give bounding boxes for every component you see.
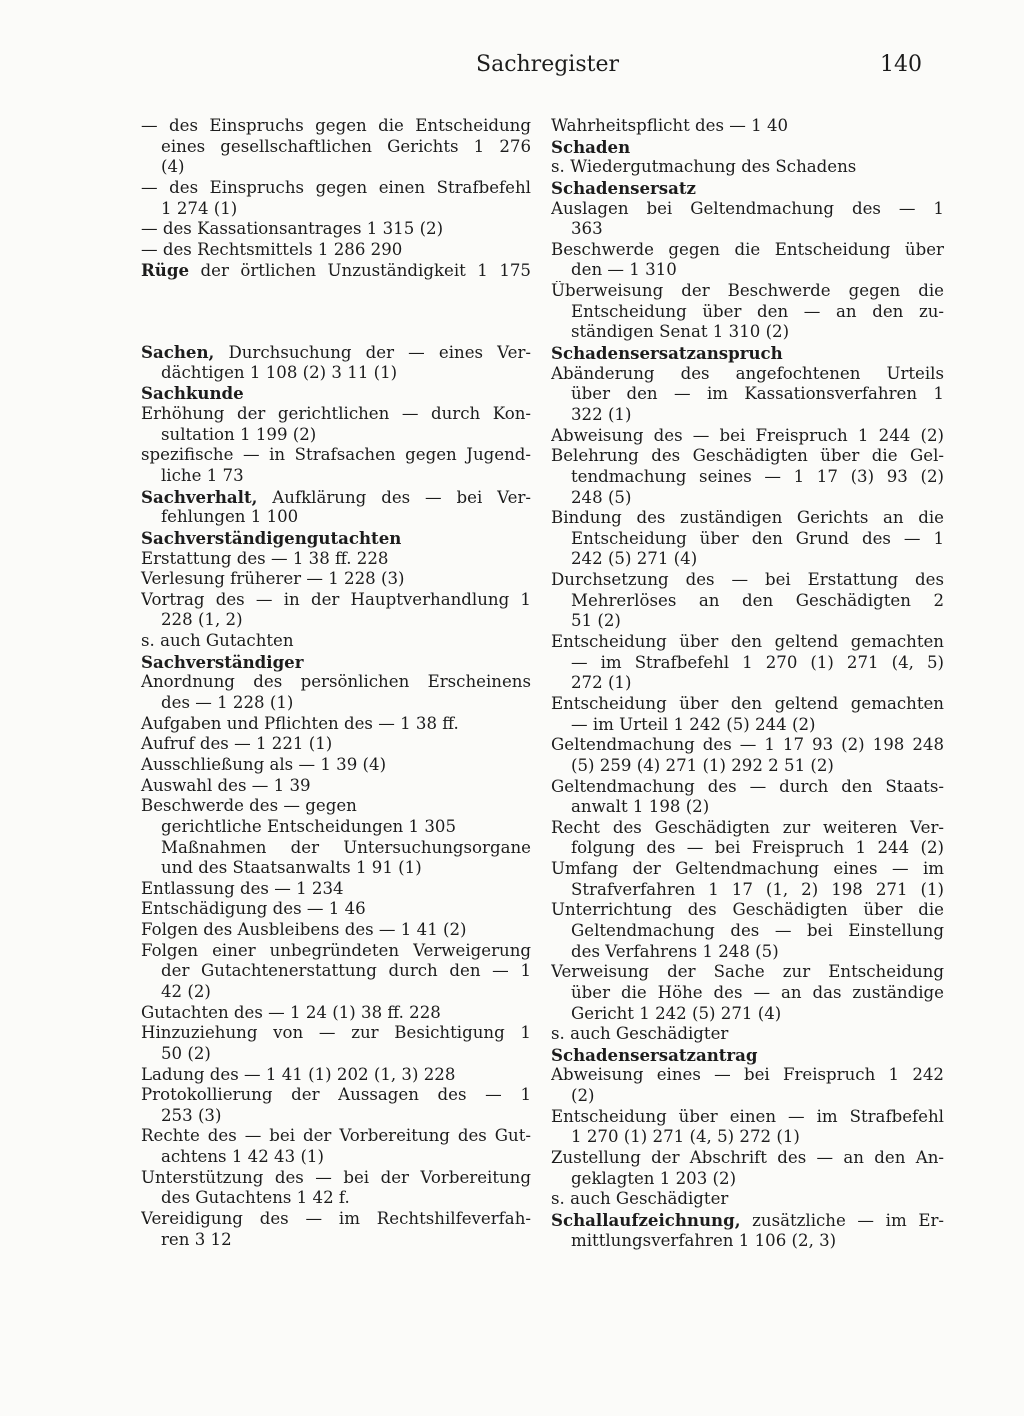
index-line: Ladung des — 1 41 (1) 202 (1, 3) 228 [141, 1064, 456, 1084]
index-line: — des Einspruchs gegen einen Strafbefehl [141, 177, 531, 197]
index-entry-ruege [141, 260, 531, 281]
index-line: 248 (5) [571, 487, 632, 507]
index-line: 42 (2) [161, 981, 211, 1001]
index-line: Durchsetzung des — bei Erstattung des [551, 570, 944, 590]
index-line: Aufgaben und Pflichten des — 1 38 ff. [141, 713, 459, 733]
index-line: 228 (1, 2) [161, 610, 243, 630]
index-line: — im Urteil 1 242 (5) 244 (2) [571, 714, 816, 734]
index-line: eines gesellschaftlichen Gerichts 1 276 [161, 136, 531, 156]
index-line: 51 (2) [571, 611, 621, 631]
index-line: Entscheidung über einen — im Strafbefehl [551, 1106, 944, 1126]
index-line: Entscheidung über den geltend gemachten [551, 693, 944, 713]
page-number: 140 [880, 52, 922, 77]
index-line: der Gutachtenerstattung durch den — 1 [161, 961, 531, 981]
index-line: Entschädigung des — 1 46 [141, 899, 366, 919]
index-line: des Gutachtens 1 42 f. [161, 1188, 350, 1208]
index-line: Beschwerde gegen die Entscheidung über [551, 239, 944, 259]
index-line: Unterstützung des — bei der Vorbereitung [141, 1167, 531, 1187]
index-entry-sachverhalt [141, 487, 531, 508]
entry-text: der örtlichen Unzuständigkeit 1 175 [189, 261, 531, 281]
index-line: Auswahl des — 1 39 [141, 775, 311, 795]
index-line: Anordnung des persönlichen Erscheinens [141, 672, 531, 692]
entry-head: Sachen, [141, 342, 215, 363]
index-line: (2) [571, 1086, 595, 1106]
index-line: Entscheidung über den geltend gemachten [551, 632, 944, 652]
index-line: des Verfahrens 1 248 (5) [571, 941, 779, 961]
index-line: 272 (1) [571, 673, 632, 693]
index-line: Geltendmachung des — 1 17 93 (2) 198 248 [551, 735, 944, 755]
entry-head: Schadensersatzantrag [551, 1044, 758, 1065]
index-line: Beschwerde des — gegen [141, 796, 357, 816]
index-line: geklagten 1 203 (2) [571, 1168, 737, 1188]
index-line: Folgen des Ausbleibens des — 1 41 (2) [141, 920, 467, 940]
index-line: Erstattung des — 1 38 ff. 228 [141, 548, 389, 568]
index-line: achtens 1 42 43 (1) [161, 1147, 324, 1167]
index-line: Vortrag des — in der Hauptverhandlung 1 [141, 589, 531, 609]
index-line: spezifische — in Strafsachen gegen Jugend- [141, 445, 531, 465]
entry-head: Schallaufzeichnung, [551, 1209, 741, 1230]
entry-head: Sachkunde [141, 383, 244, 404]
index-line: über die Höhe des — an das zuständige [571, 982, 944, 1002]
index-line: sultation 1 199 (2) [161, 424, 317, 444]
index-line: den — 1 310 [571, 260, 677, 280]
entry-head: Schadensersatzanspruch [551, 343, 783, 364]
index-line: 242 (5) 271 (4) [571, 549, 698, 569]
index-line: Umfang der Geltendmachung eines — im [551, 859, 944, 879]
index-line: Strafverfahren 1 17 (1, 2) 198 271 (1) [571, 879, 944, 899]
index-line: liche 1 73 [161, 465, 244, 485]
index-line: (5) 259 (4) 271 (1) 292 2 51 (2) [571, 755, 834, 775]
index-line: Entscheidung über den — an den zu- [571, 301, 944, 321]
index-line: — im Strafbefehl 1 270 (1) 271 (4, 5) [571, 652, 944, 672]
entry-text: Durchsuchung der — eines Ver- [214, 343, 531, 363]
index-line: Gutachten des — 1 24 (1) 38 ff. 228 [141, 1002, 441, 1022]
entry-text: zusätzliche — im Er- [740, 1210, 944, 1230]
page-header [0, 52, 1024, 86]
index-line: Abänderung des angefochtenen Urteils [551, 363, 944, 383]
index-line: dächtigen 1 108 (2) 3 11 (1) [161, 362, 398, 382]
index-line: Erhöhung der gerichtlichen — durch Kon- [141, 404, 531, 424]
index-line: ständigen Senat 1 310 (2) [571, 322, 790, 342]
index-line: Geltendmachung des — durch den Staats- [551, 776, 944, 796]
index-line: Entscheidung über den Grund des — 1 [571, 528, 944, 548]
index-line: — des Einspruchs gegen die Entscheidung [141, 116, 531, 135]
index-line: s. Wiedergutmachung des Schadens [551, 157, 857, 177]
index-line: Zustellung der Abschrift des — an den An- [551, 1148, 944, 1168]
index-line: Belehrung des Geschädigten über die Gel- [551, 446, 944, 466]
index-line: — des Kassationsantrages 1 315 (2) [141, 219, 444, 239]
index-line: (4) [161, 157, 185, 177]
index-line: 363 [571, 219, 603, 239]
index-line: anwalt 1 198 (2) [571, 797, 710, 817]
entry-head: Sachverständiger [141, 651, 304, 672]
spacer [141, 281, 531, 342]
index-line: Auslagen bei Geltendmachung des — 1 [551, 198, 944, 218]
entry-head: Sachverhalt, [141, 486, 258, 507]
index-line: s. auch Geschädigter [551, 1189, 729, 1209]
index-line: s. auch Gutachten [141, 631, 294, 651]
entry-text: Aufklärung des — bei Ver- [257, 487, 531, 507]
index-line: Abweisung eines — bei Freispruch 1 242 [551, 1065, 944, 1085]
index-line: Verweisung der Sache zur Entscheidung [551, 962, 944, 982]
index-line: ren 3 12 [161, 1229, 232, 1249]
index-line: gerichtliche Entscheidungen 1 305 [161, 816, 457, 836]
index-line: Folgen einer unbegründeten Verweigerung [141, 940, 531, 960]
index-line: Recht des Geschädigten zur weiteren Ver- [551, 817, 944, 837]
index-line: 253 (3) [161, 1105, 222, 1125]
index-line: Abweisung des — bei Freispruch 1 244 (2) [551, 425, 944, 445]
index-line: Protokollierung der Aussagen des — 1 [141, 1085, 531, 1105]
index-line: — des Rechtsmittels 1 286 290 [141, 239, 403, 259]
index-line: Entlassung des — 1 234 [141, 878, 344, 898]
index-line: Gericht 1 242 (5) 271 (4) [571, 1003, 782, 1023]
index-line: und des Staatsanwalts 1 91 (1) [161, 858, 422, 878]
index-line: Überweisung der Beschwerde gegen die [551, 281, 944, 301]
index-line: Hinzuziehung von — zur Besichtigung 1 [141, 1023, 531, 1043]
index-entry-sachen [141, 342, 531, 363]
index-line: 50 (2) [161, 1043, 211, 1063]
index-line: Geltendmachung des — bei Einstellung [571, 920, 944, 940]
index-line: über den — im Kassationsverfahren 1 [571, 384, 944, 404]
index-line: Bindung des zuständigen Gerichts an die [551, 508, 944, 528]
entry-head: Rüge [141, 260, 190, 281]
index-line: Rechte des — bei der Vorbereitung des Gut- [141, 1126, 531, 1146]
index-line: Aufruf des — 1 221 (1) [141, 734, 333, 754]
index-line: 1 270 (1) 271 (4, 5) 272 (1) [571, 1127, 800, 1147]
index-line: Vereidigung des — im Rechtshilfeverfah- [141, 1209, 531, 1229]
entry-head: Schadensersatz [551, 177, 696, 198]
entry-head: Sachverständigengutachten [141, 527, 402, 548]
index-line: Mehrerlöses an den Geschädigten 2 [571, 590, 944, 610]
running-title: Sachregister [476, 52, 619, 77]
index-line: Ausschließung als — 1 39 (4) [141, 754, 387, 774]
index-line: 1 274 (1) [161, 198, 238, 218]
index-line: 322 (1) [571, 404, 632, 424]
index-line: Verlesung früherer — 1 228 (3) [141, 569, 405, 589]
index-line: s. auch Geschädigter [551, 1024, 729, 1044]
index-line: folgung des — bei Freispruch 1 244 (2) [571, 838, 944, 858]
left-column [141, 116, 531, 1250]
entry-head: Schaden [551, 136, 631, 157]
index-line: Unterrichtung des Geschädigten über die [551, 900, 944, 920]
index-line: des — 1 228 (1) [161, 693, 294, 713]
index-line: mittlungsverfahren 1 106 (2, 3) [571, 1230, 837, 1250]
index-entry-schall [551, 1210, 944, 1231]
index-line: fehlungen 1 100 [161, 507, 299, 527]
index-line: Maßnahmen der Untersuchungsorgane [161, 837, 531, 857]
right-column [551, 116, 944, 1251]
index-line: tendmachung seines — 1 17 (3) 93 (2) [571, 466, 944, 486]
index-line: Wahrheitspflicht des — 1 40 [551, 116, 789, 135]
